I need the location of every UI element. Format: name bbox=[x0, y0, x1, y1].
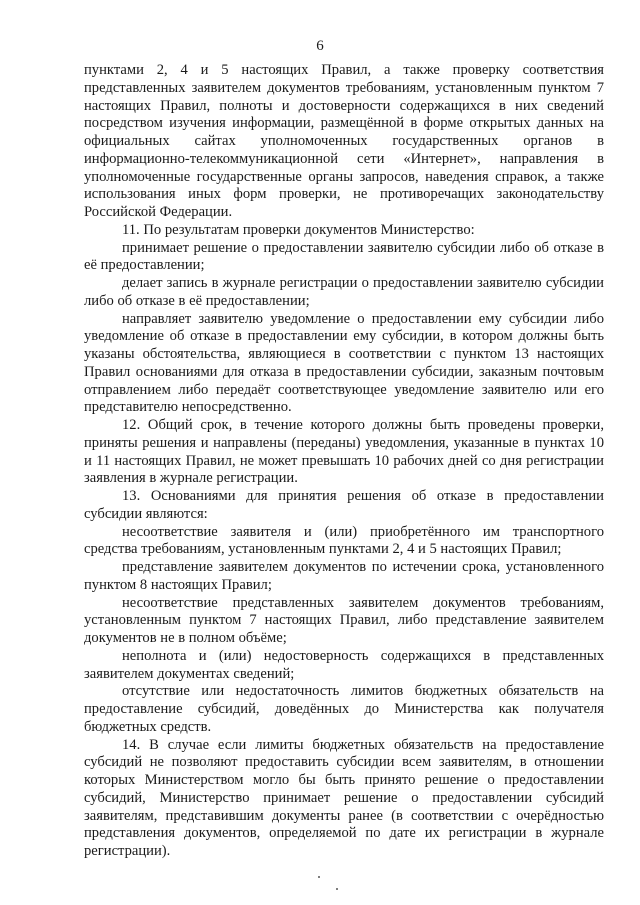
page-number: 6 bbox=[316, 38, 324, 54]
scan-speck bbox=[336, 888, 338, 890]
paragraph-13-item-documents: несоответствие представленных заявителем документов требованиям, установленным пунктом 7 настоящих Правил, либо представление заявителем документов не в полном объёме; bbox=[84, 594, 604, 646]
paragraph-11-item-journal: делает запись в журнале регистрации о предоставлении заявителю субсидии либо об отказе в её предоставлении; bbox=[84, 275, 604, 309]
paragraph-13-heading: 13. Основаниями для принятия решения об отказе в предоставлении субсидии являются: bbox=[84, 488, 604, 522]
paragraph-13-item-incompleteness: неполнота и (или) недостоверность содержащихся в представленных заявителем документах сведений; bbox=[84, 647, 604, 682]
paragraph-11-item-decision: принимает решение о предоставлении заявителю субсидии либо об отказе в её предоставлении; bbox=[84, 239, 604, 274]
paragraph-continuation: пунктами 2, 4 и 5 настоящих Правил, а также проверку соответствия представленных заявителем документов требованиям, установленным пунктом 7 настоящих Правил, полноты и достоверности содержащихся в них сведений посредством изучения информации, размещённой в форме открытых данных на официальных сайтах уполномоченных государственных органов в информационно-телекоммуникационной сети «Интернет», направления в уполномоченные государственные органы запросов, наведения справок, а также использования иных форм проверки, не противоречащих законодательству Российской Федерации. bbox=[84, 62, 604, 220]
paragraph-13-item-late-submission: представление заявителем документов по истечении срока, установленного пунктом 8 настоящих Правил; bbox=[84, 559, 604, 593]
paragraph-13-item-limits: отсутствие или недостаточность лимитов бюджетных обязательств на предоставление субсидий, доведённых до Министерства как получателя бюджетных средств. bbox=[84, 683, 604, 735]
paragraph-11-heading: 11. По результатам проверки документов Министерство: bbox=[122, 221, 475, 238]
scan-speck bbox=[318, 876, 320, 878]
paragraph-14: 14. В случае если лимиты бюджетных обязательств на предоставление субсидий не позволяют предоставить субсидии всем заявителям, в отношении которых Министерством могло бы быть принято решение о предоставлении субсидий, Министерство принимает решение о предоставлении субсидий заявителям, представившим документы ранее (в соответствии с очерёдностью представления документов, определяемой по дате их регистрации в журнале регистрации). bbox=[84, 736, 604, 859]
paragraph-12: 12. Общий срок, в течение которого должны быть проведены проверки, приняты решения и направлены (переданы) уведомления, указанные в пунктах 10 и 11 настоящих Правил, не может превышать 10 рабочих дней со дня регистрации заявления в журнале регистрации. bbox=[84, 417, 604, 487]
paragraph-13-item-nonconformity: несоответствие заявителя и (или) приобретённого им транспортного средства требованиям, установленным пунктами 2, 4 и 5 настоящих Правил; bbox=[84, 523, 604, 558]
paragraph-11-item-notification: направляет заявителю уведомление о предоставлении ему субсидии либо уведомление об отказе в предоставлении ему субсидии, в котором должны быть указаны обстоятельства, являющиеся в соответствии с пунктом 13 настоящих Правил основаниями для отказа в предоставлении субсидии, заказным почтовым отправлением либо передаёт соответствующее уведомление заявителю или его представителю непосредственно. bbox=[84, 310, 604, 416]
document-body bbox=[84, 62, 604, 861]
